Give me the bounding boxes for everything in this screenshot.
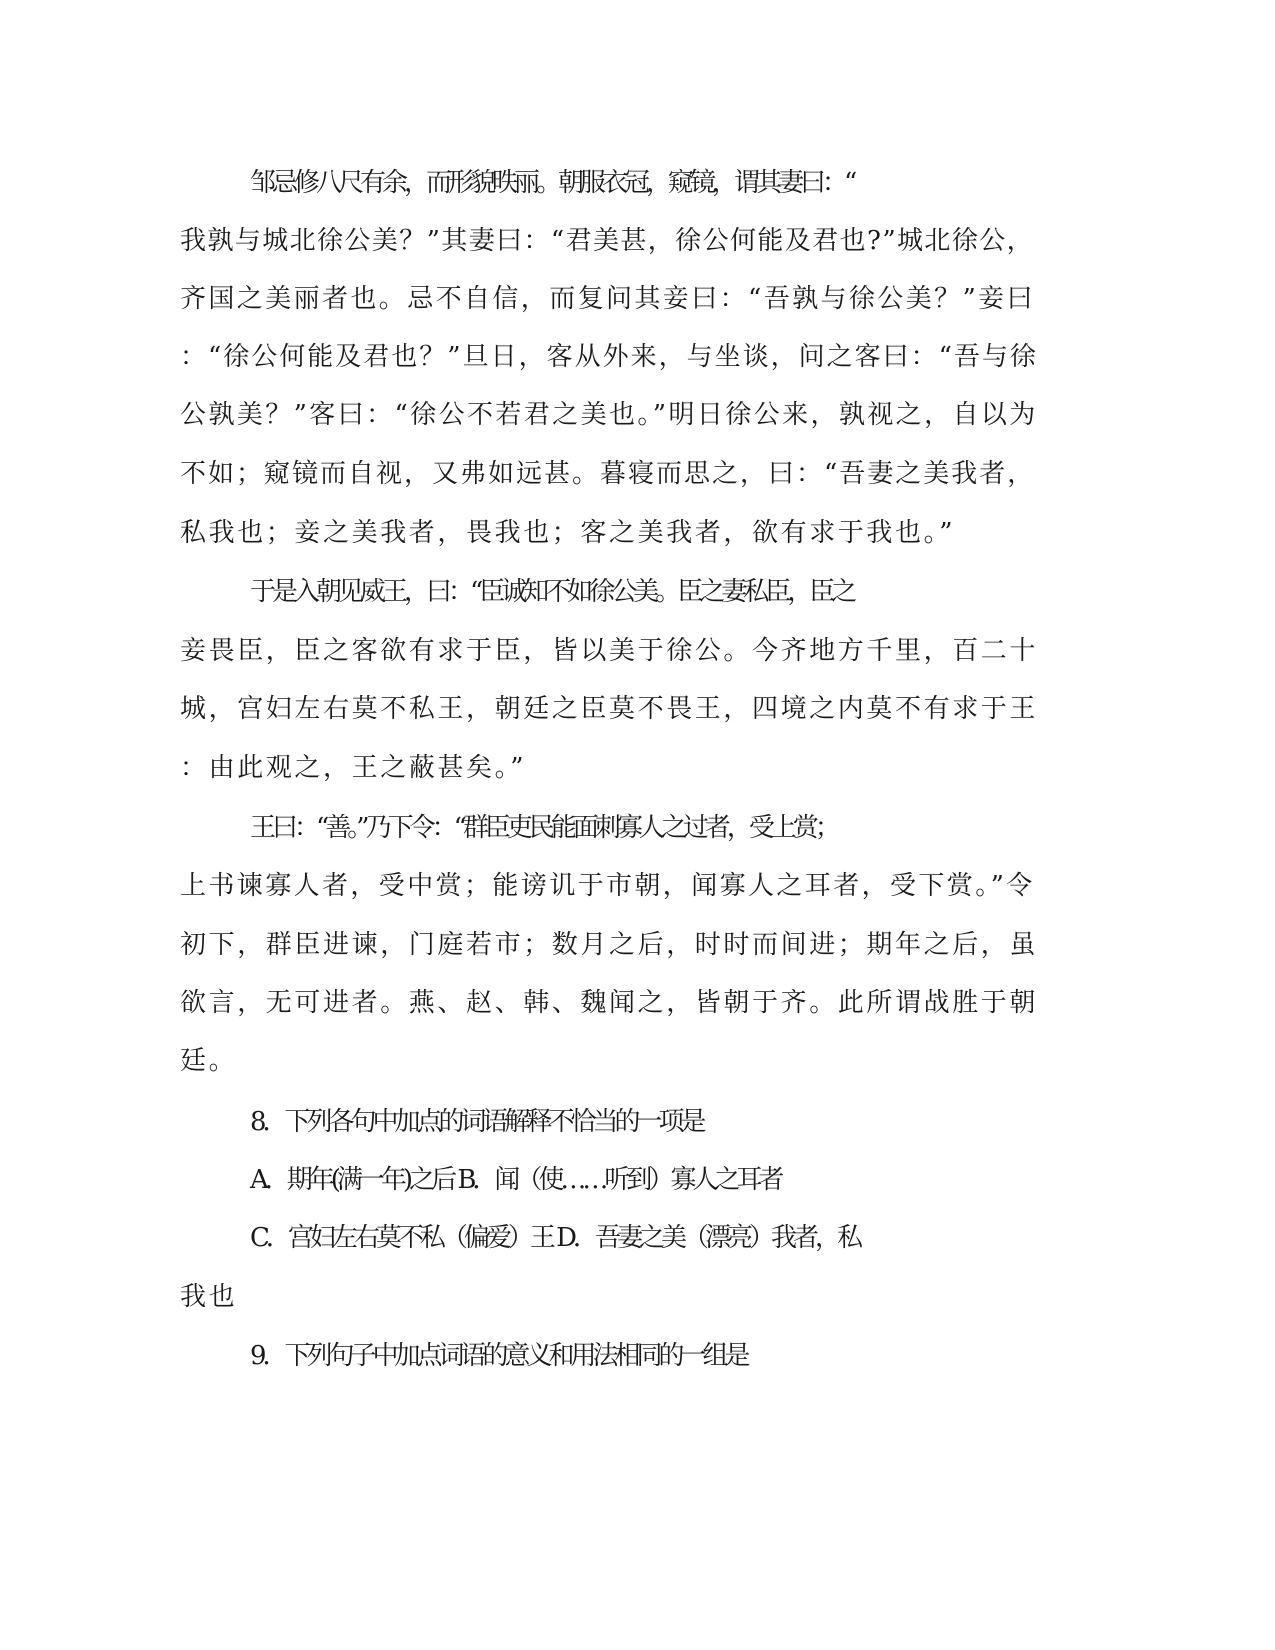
question-8-options-cd: C．宫妇左右莫不私（偏爱）王 D．吾妻之美（漂亮）我者，私 xyxy=(250,1223,860,1253)
passage-line: 于是入朝见威王，曰：“臣诚知不如徐公美。臣之妻私臣，臣之 xyxy=(250,577,854,607)
passage-line: ：“徐公何能及君也？”旦日，客从外来，与坐谈，问之客曰：“吾与徐 xyxy=(180,342,1038,372)
passage-line: 我孰与城北徐公美？”其妻曰：“君美甚，徐公何能及君也?”城北徐公， xyxy=(180,226,1035,256)
question-8-options-continued: 我也 xyxy=(180,1282,238,1312)
passage-line: ：由此观之，王之蔽甚矣。” xyxy=(180,753,527,783)
passage-line: 上书谏寡人者，受中赏；能谤讥于市朝，闻寡人之耳者，受下赏。”令 xyxy=(180,871,1035,901)
passage-line: 邹忌修八尺有余，而形貌昳丽。朝服衣冠，窥镜，谓其妻曰：“ xyxy=(250,168,854,198)
passage-line: 廷。 xyxy=(180,1046,238,1076)
question-8-stem: 8．下列各句中加点的词语解释不恰当的一项是 xyxy=(250,1107,703,1137)
passage-line: 欲言，无可进者。燕、赵、韩、魏闻之，皆朝于齐。此所谓战胜于朝 xyxy=(180,988,1039,1018)
passage-line: 妾畏臣，臣之客欲有求于臣，皆以美于徐公。今齐地方千里，百二十 xyxy=(180,636,1039,666)
passage-line: 城，宫妇左右莫不私王，朝廷之臣莫不畏王，四境之内莫不有求于王 xyxy=(180,694,1039,724)
passage-line: 初下，群臣进谏，门庭若市；数月之后，时时而间进；期年之后，虽 xyxy=(180,930,1039,960)
passage-line: 公孰美？”客曰：“徐公不若君之美也。”明日徐公来，孰视之，自以为 xyxy=(180,400,1038,430)
question-8-options-ab: A．期年(满一年)之后 B．闻（使……听到）寡人之耳者 xyxy=(250,1165,781,1195)
question-9-stem: 9．下列句子中加点词语的意义和用法相同的一组是 xyxy=(250,1341,747,1371)
passage-line: 齐国之美丽者也。忌不自信，而复问其妾曰：“吾孰与徐公美？”妾曰 xyxy=(180,284,1035,314)
passage-line: 王曰：“善。”乃下令：“群臣吏民能面刺寡人之过者，受上赏； xyxy=(250,813,837,843)
passage-line: 私我也；妾之美我者，畏我也；客之美我者，欲有求于我也。” xyxy=(180,518,956,548)
passage-line: 不如；窥镜而自视，又弗如远甚。暮寝而思之，曰：“吾妻之美我者， xyxy=(180,459,1036,489)
